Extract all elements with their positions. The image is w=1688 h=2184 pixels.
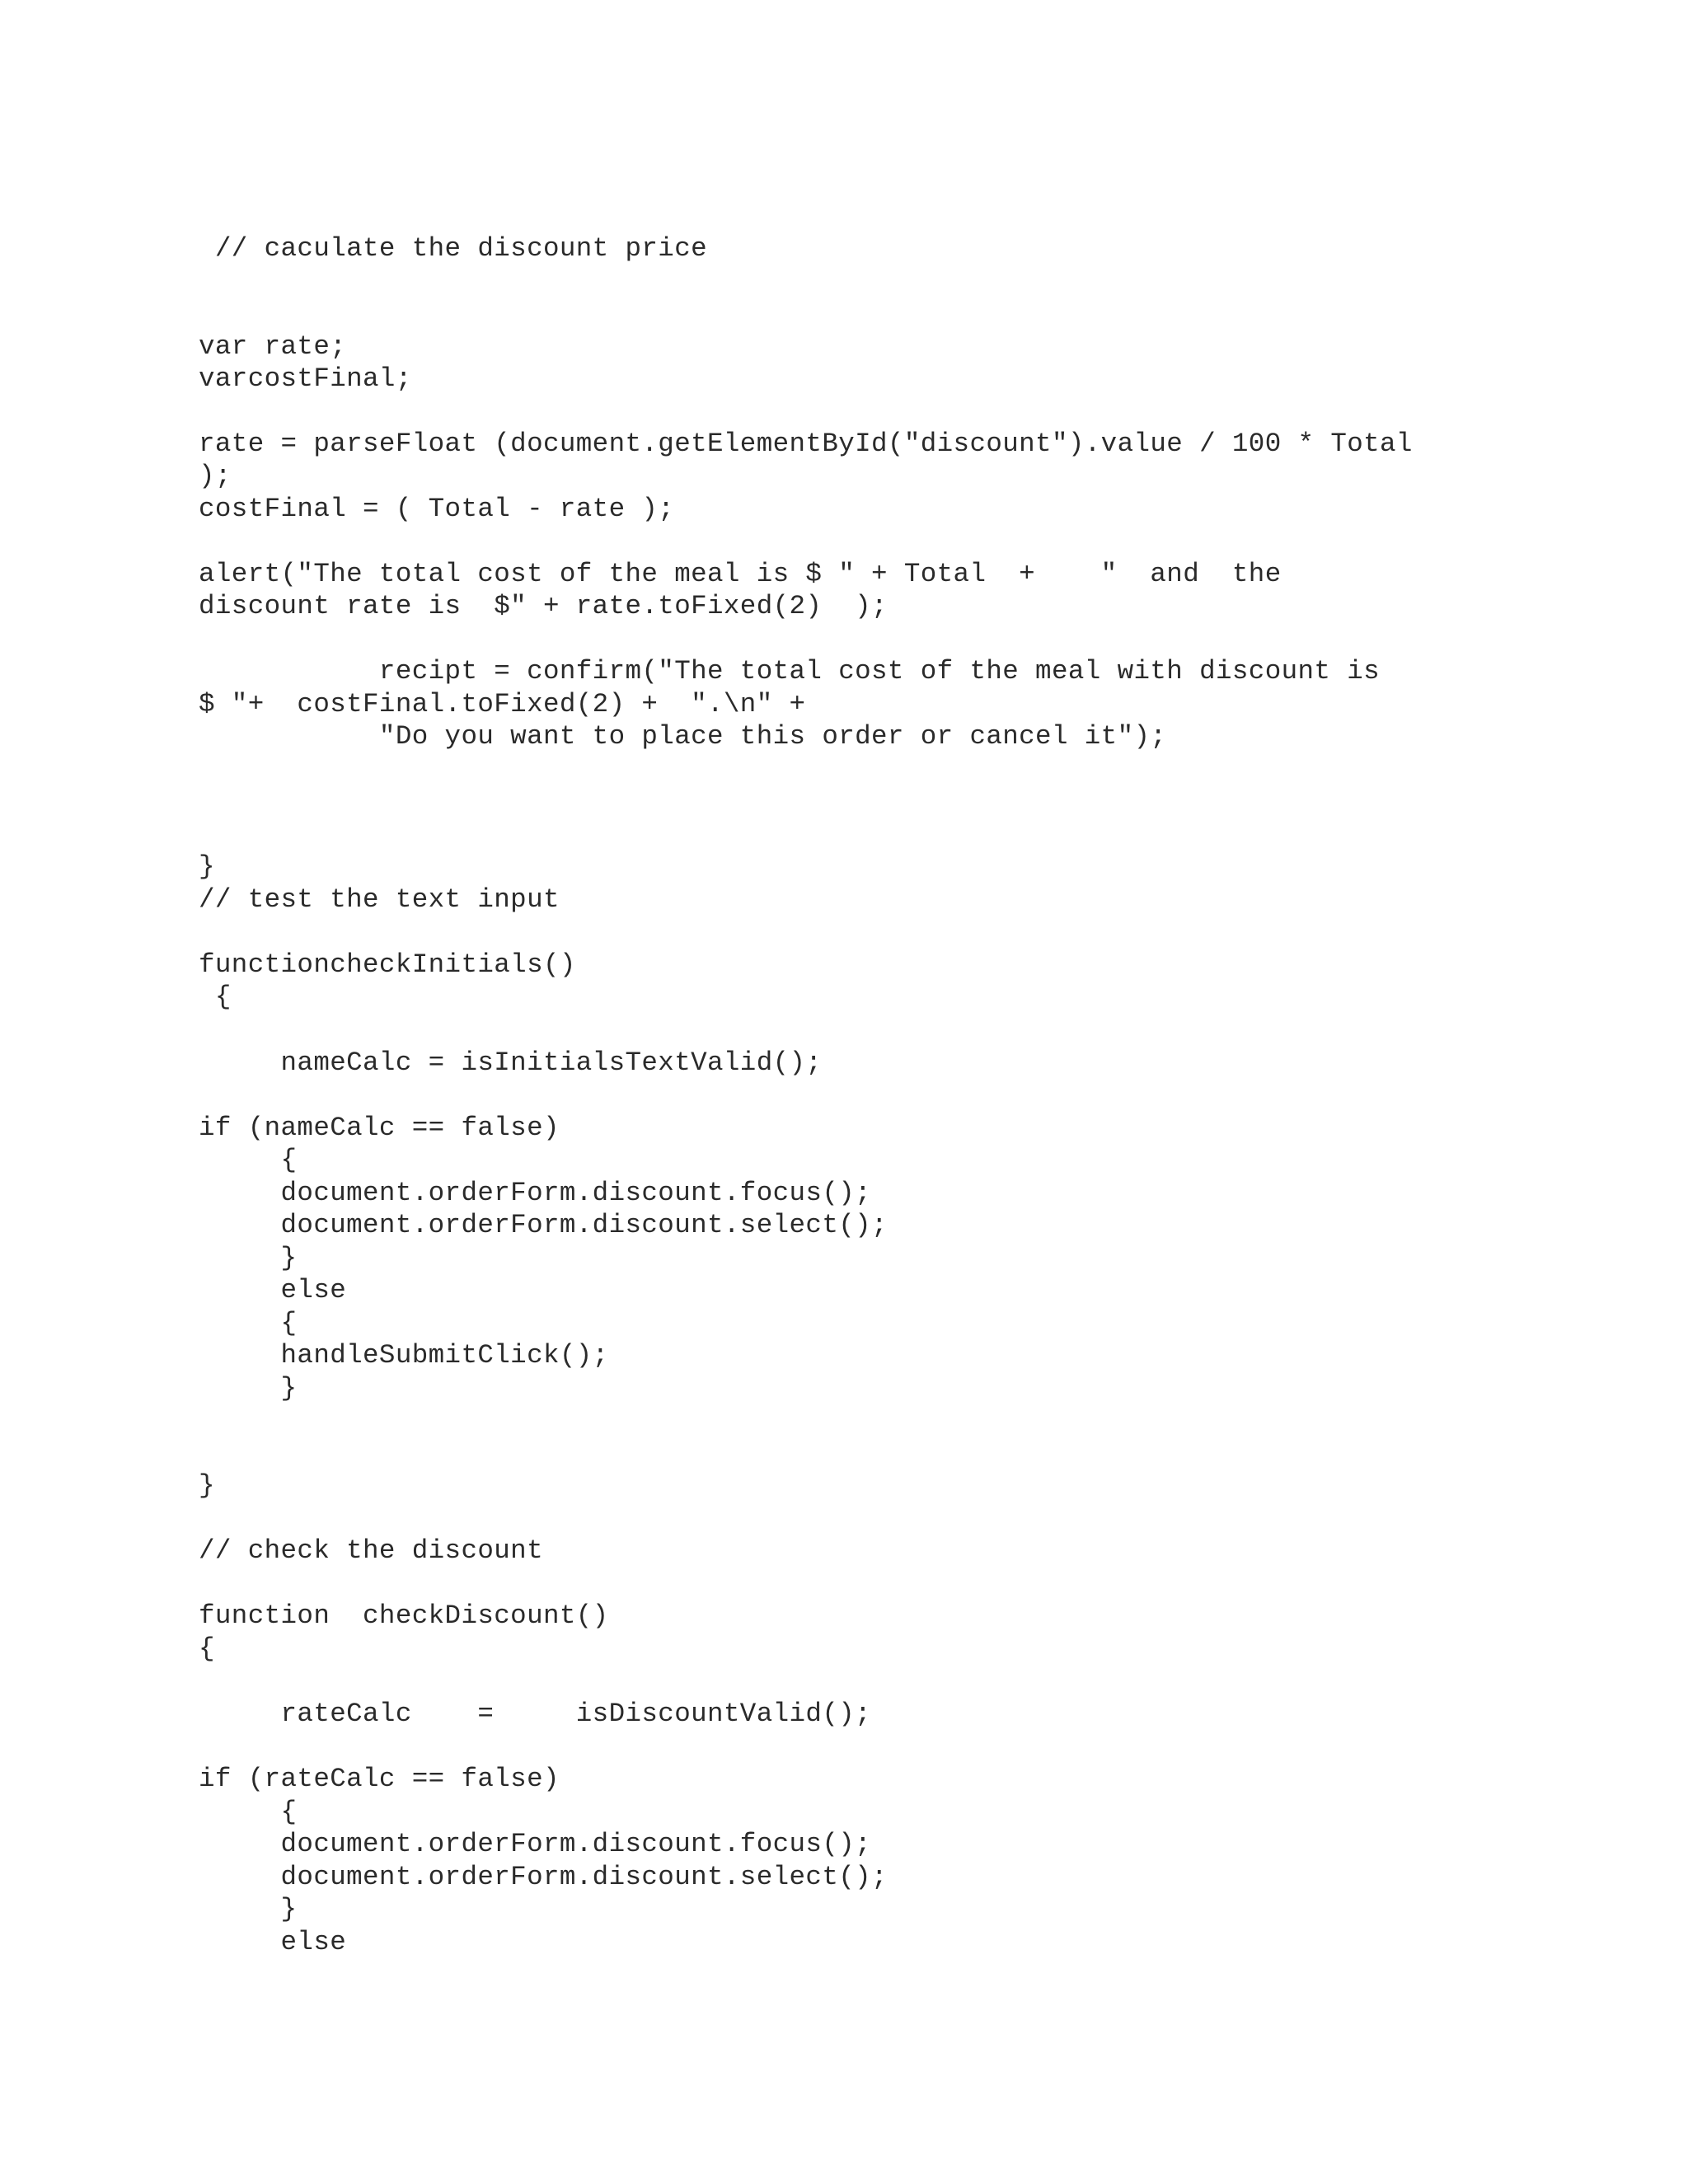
code-line: $ "+ costFinal.toFixed(2) + ".\n" + — [199, 689, 806, 719]
code-line: var rate; — [199, 331, 347, 362]
code-line: else — [199, 1927, 347, 1957]
code-line: { — [199, 1145, 298, 1175]
code-comment: // test the text input — [199, 884, 560, 915]
code-line: function checkDiscount() — [199, 1601, 609, 1631]
code-line: if (rateCalc == false) — [199, 1764, 560, 1794]
code-line: } — [199, 851, 215, 882]
code-line: } — [199, 1373, 298, 1404]
code-line: document.orderForm.discount.focus(); — [199, 1178, 872, 1208]
code-line: } — [199, 1470, 215, 1501]
code-line: alert("The total cost of the meal is $ " + Total + " and the — [199, 559, 1282, 589]
code-line: rate = parseFloat (document.getElementById("discount").value / 100 * Total — [199, 429, 1413, 459]
code-line: document.orderForm.discount.focus(); — [199, 1829, 872, 1859]
code-line: { — [199, 1797, 298, 1827]
code-line: document.orderForm.discount.select(); — [199, 1862, 888, 1892]
code-line: varcostFinal; — [199, 363, 412, 394]
code-line: functioncheckInitials() — [199, 949, 576, 980]
code-line: { — [199, 982, 232, 1012]
code-line: "Do you want to place this order or cancel it"); — [199, 721, 1167, 752]
code-line: document.orderForm.discount.select(); — [199, 1210, 888, 1240]
code-line: { — [199, 1633, 215, 1664]
code-line: costFinal = ( Total - rate ); — [199, 494, 675, 524]
code-line: } — [199, 1243, 298, 1273]
code-line: discount rate is $" + rate.toFixed(2) ); — [199, 591, 888, 621]
code-line: rateCalc = isDiscountValid(); — [199, 1699, 872, 1729]
code-line: else — [199, 1275, 347, 1305]
code-comment: // caculate the discount price — [199, 233, 707, 264]
code-line: ); — [199, 461, 232, 491]
code-line: nameCalc = isInitialsTextValid(); — [199, 1047, 823, 1078]
code-line: { — [199, 1308, 298, 1338]
code-line: recipt = confirm("The total cost of the meal with discount is — [199, 656, 1381, 687]
code-line: } — [199, 1894, 298, 1924]
code-line: if (nameCalc == false) — [199, 1113, 560, 1143]
code-line: handleSubmitClick(); — [199, 1340, 609, 1371]
code-comment: // check the discount — [199, 1535, 543, 1566]
